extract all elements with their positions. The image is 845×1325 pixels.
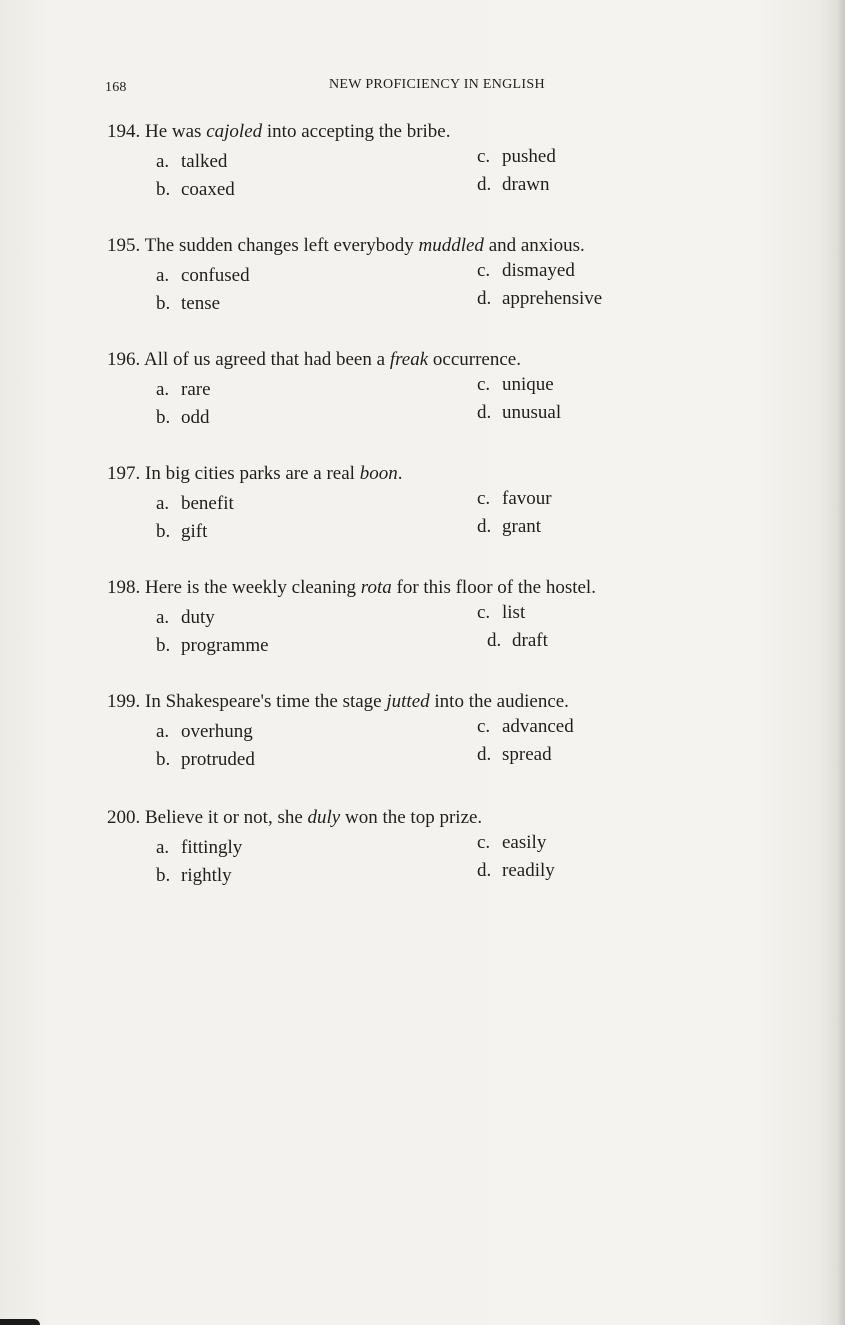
option-letter: d. [477, 402, 492, 423]
option-d [477, 173, 549, 197]
option-letter: d. [477, 516, 492, 537]
option-letter: d. [487, 630, 502, 651]
option-letter: a. [156, 493, 170, 514]
option-a [156, 378, 211, 402]
answer-options [107, 144, 747, 206]
option-letter: c. [477, 374, 491, 395]
answer-options [107, 486, 747, 548]
option-c [477, 145, 556, 169]
option-a [156, 836, 242, 860]
question-stem [107, 120, 747, 144]
option-text: rare [181, 379, 211, 400]
option-c [477, 373, 554, 397]
stem-keyword: cajoled [206, 121, 263, 142]
question-196 [107, 348, 747, 434]
stem-keyword: freak [389, 349, 429, 370]
option-text: list [502, 602, 526, 623]
option-d [477, 401, 561, 425]
option-text: coaxed [181, 179, 235, 200]
option-a [156, 606, 215, 630]
page-number: 168 [105, 80, 127, 95]
stem-text-after: and anxious. [483, 235, 585, 256]
question-stem [107, 234, 747, 258]
question-number: 196. [107, 349, 141, 370]
option-text: drawn [502, 174, 550, 195]
stem-keyword: muddled [418, 235, 484, 256]
option-d [477, 743, 552, 767]
stem-text-before: Believe it or not, she [145, 807, 308, 828]
option-letter: c. [477, 602, 491, 623]
option-text: spread [502, 744, 552, 765]
option-b [156, 178, 235, 202]
option-letter: c. [477, 832, 491, 853]
option-letter: d. [477, 174, 492, 195]
option-c [477, 259, 575, 283]
option-letter: b. [156, 749, 171, 770]
question-199 [107, 690, 747, 776]
option-text: pushed [502, 146, 556, 167]
stem-text-after: into the audience. [429, 691, 569, 712]
option-b [156, 634, 269, 658]
answer-options [107, 600, 747, 662]
option-text: tense [181, 293, 221, 314]
option-letter: c. [477, 260, 491, 281]
option-letter: a. [156, 837, 170, 858]
option-text: benefit [181, 493, 234, 514]
option-text: programme [181, 635, 269, 656]
question-stem [107, 806, 747, 830]
stem-text-after: occurrence. [428, 349, 521, 370]
option-text: draft [512, 630, 548, 651]
question-stem [107, 348, 747, 372]
option-a [156, 264, 250, 288]
question-200 [107, 806, 747, 892]
option-text: duty [181, 607, 215, 628]
option-text: odd [181, 407, 210, 428]
option-d [487, 629, 548, 653]
option-text: gift [181, 521, 208, 542]
option-c [477, 715, 574, 739]
stem-text-before: All of us agreed that had been a [143, 349, 390, 370]
stem-text-before: In Shakespeare's time the stage [145, 691, 387, 712]
option-b [156, 748, 255, 772]
question-number: 197. [107, 463, 141, 484]
option-text: rightly [181, 865, 232, 886]
option-text: talked [181, 151, 228, 172]
option-b [156, 292, 220, 316]
option-letter: b. [156, 407, 171, 428]
option-d [477, 515, 541, 539]
option-letter: b. [156, 293, 171, 314]
option-letter: d. [477, 860, 492, 881]
stem-keyword: rota [360, 577, 392, 598]
page-edge-shadow [838, 0, 845, 1325]
question-194 [107, 120, 747, 206]
question-number: 194. [107, 121, 141, 142]
stem-text-before: In big cities parks are a real [145, 463, 360, 484]
question-stem [107, 576, 747, 600]
stem-text-before: Here is the weekly cleaning [145, 577, 361, 598]
stem-keyword: duly [307, 807, 341, 828]
option-b [156, 406, 210, 430]
question-197 [107, 462, 747, 548]
question-number: 200. [107, 807, 141, 828]
question-number: 195. [107, 235, 141, 256]
stem-text-after: for this floor of the hostel. [391, 577, 596, 598]
stem-keyword: boon [359, 463, 398, 484]
option-letter: a. [156, 721, 170, 742]
option-letter: b. [156, 865, 171, 886]
option-letter: a. [156, 151, 170, 172]
option-c [477, 487, 552, 511]
stem-text-after: . [397, 463, 403, 484]
option-text: grant [502, 516, 542, 537]
option-text: protruded [181, 749, 255, 770]
stem-text-before: The sudden changes left everybody [144, 235, 419, 256]
option-text: readily [502, 860, 555, 881]
option-letter: a. [156, 265, 170, 286]
question-stem [107, 690, 747, 714]
option-letter: c. [477, 488, 491, 509]
option-text: dismayed [502, 260, 575, 281]
option-letter: d. [477, 744, 492, 765]
answer-options [107, 258, 747, 320]
question-198 [107, 576, 747, 662]
option-text: unusual [502, 402, 562, 423]
option-text: confused [181, 265, 250, 286]
answer-options [107, 714, 747, 776]
scan-corner-mark [0, 1319, 40, 1325]
question-stem [107, 462, 747, 486]
option-text: advanced [502, 716, 574, 737]
option-text: overhung [181, 721, 253, 742]
option-text: favour [502, 488, 552, 509]
option-c [477, 601, 525, 625]
option-text: fittingly [181, 837, 243, 858]
option-c [477, 831, 546, 855]
option-letter: b. [156, 521, 171, 542]
option-a [156, 150, 227, 174]
option-letter: b. [156, 179, 171, 200]
option-letter: c. [477, 146, 491, 167]
option-letter: a. [156, 379, 170, 400]
option-text: easily [502, 832, 547, 853]
answer-options [107, 830, 747, 892]
option-a [156, 492, 234, 516]
answer-options [107, 372, 747, 434]
stem-text-after: won the top prize. [340, 807, 483, 828]
option-letter: a. [156, 607, 170, 628]
option-b [156, 864, 232, 888]
question-number: 199. [107, 691, 141, 712]
stem-keyword: jutted [386, 691, 430, 712]
option-d [477, 287, 602, 311]
option-d [477, 859, 555, 883]
option-a [156, 720, 253, 744]
option-letter: d. [477, 288, 492, 309]
option-letter: c. [477, 716, 491, 737]
running-head: NEW PROFICIENCY IN ENGLISH [329, 77, 545, 92]
option-letter: b. [156, 635, 171, 656]
option-text: unique [502, 374, 554, 395]
question-195 [107, 234, 747, 320]
stem-text-after: into accepting the bribe. [262, 121, 451, 142]
stem-text-before: He was [145, 121, 207, 142]
option-b [156, 520, 207, 544]
question-number: 198. [107, 577, 141, 598]
option-text: apprehensive [502, 288, 603, 309]
